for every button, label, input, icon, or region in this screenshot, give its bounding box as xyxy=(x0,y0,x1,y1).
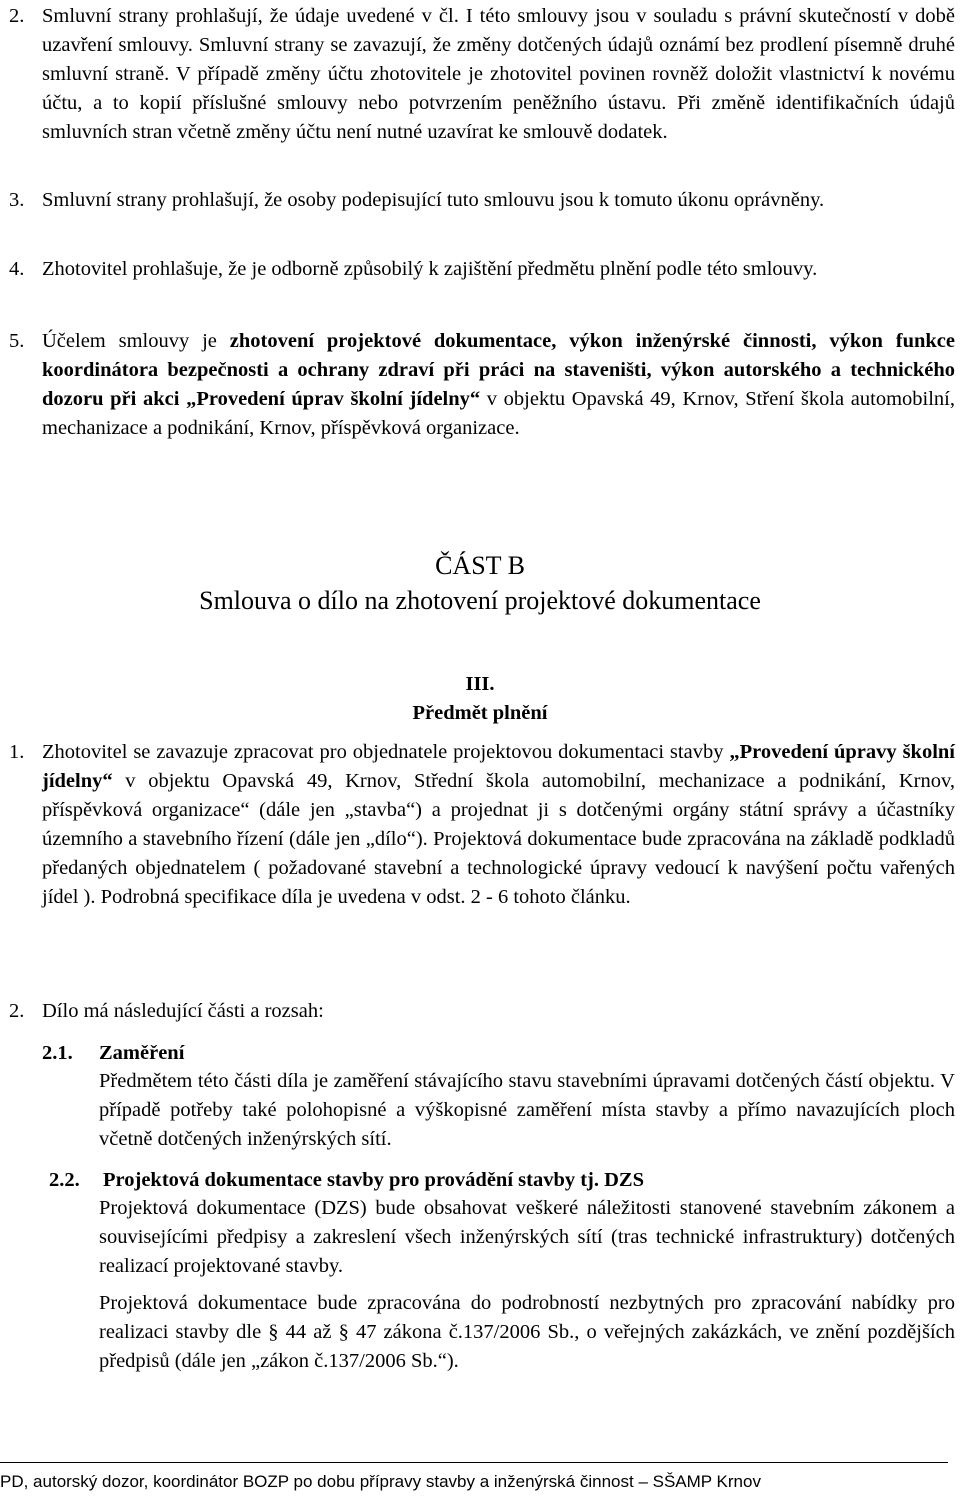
s22-number: 2.2. xyxy=(49,1169,80,1191)
s22-title: Projektová dokumentace stavby pro provádění stavby tj. DZS xyxy=(103,1169,645,1191)
p1-pre: Zhotovitel se zavazuje zpracovat pro objednatele projektovou dokumentaci stavby xyxy=(42,741,730,763)
p2-text: Dílo má následující části a rozsah: xyxy=(42,1000,324,1022)
s21-title: Zaměření xyxy=(99,1042,185,1064)
p1-post: v objektu Opavská 49, Krnov, Střední škola automobilní, mechanizace a podnikání, Krnov, příspěvková organizace“ (dále jen „stavba“) a projednat ji s dotčenými orgány státní správy a účastníky územního a stavebního řízení (dále jen „dílo“). Projektová dokumentace bude zpracována na základě podkladů předaných objednatelem ( požadované stavební a technologické úpravy vedoucí k navýšení počtu vařených jídel ). Podrobná specifikace díla je uvedena v odst. 2 - 6 tohoto článku. xyxy=(42,770,955,908)
p1-number: 1. xyxy=(9,741,25,763)
p1-bold: „Provedení úpravy školní jídelny“ xyxy=(42,741,955,792)
s22-text-1: Projektová dokumentace (DZS) bude obsahovat veškeré náležitosti stanovené stavebním zákonem a souvisejícími předpisy a zakreslení všech inženýrských sítí (tras technické infrastruktury) dotčených realizací projektované stavby. xyxy=(99,1197,955,1277)
item-4-number: 4. xyxy=(9,258,25,280)
item-5-pre: Účelem smlouvy je xyxy=(42,330,230,352)
article-number: III. xyxy=(465,673,495,695)
s22-text-2: Projektová dokumentace bude zpracována do podrobností nezbytných pro zpracování nabídky pro realizaci stavby dle § 44 až § 47 zákona č.137/2006 Sb., o veřejných zakázkách, ve znění pozdějších předpisů (dále jen „zákon č.137/2006 Sb.“). xyxy=(99,1292,955,1372)
item-5-text xyxy=(42,327,955,443)
item-4-text: Zhotovitel prohlašuje, že je odborně způsobilý k zajištění předmětu plnění podle této smlouvy. xyxy=(42,258,818,280)
item-5-post: v objektu Opavská 49, Krnov, Stření škola automobilní, mechanizace a podnikání, Krnov, příspěvková organizace. xyxy=(42,388,955,439)
item-5-bold: zhotovení projektové dokumentace, výkon inženýrské činnosti, výkon funkce koordinátora bezpečnosti a ochrany zdraví při práci na staveništi, výkon autorského a technického dozoru při akci „Provedení úprav školní jídelny“ xyxy=(42,330,955,410)
footer-text: PD, autorský dozor, koordinátor BOZP po dobu přípravy stavby a inženýrská činnost – SŠAMP Krnov xyxy=(0,1472,761,1491)
part-subtitle: Smlouva o dílo na zhotovení projektové dokumentace xyxy=(199,586,761,615)
item-3-text: Smluvní strany prohlašují, že osoby podepisující tuto smlouvu jsou k tomuto úkonu oprávněny. xyxy=(42,189,825,211)
item-2-text: Smluvní strany prohlašují, že údaje uvedené v čl. I této smlouvy jsou v souladu s právní skutečností v době uzavření smlouvy. Smluvní strany se zavazují, že změny dotčených údajů oznámí bez prodlení písemně druhé smluvní straně. V případě změny účtu zhotovitele je zhotovitel povinen rovněž doložit vlastnictví k novému účtu, a to kopií příslušné smlouvy nebo potvrzením peněžního ústavu. Při změně identifikačních údajů smluvních stran včetně změny účtu není nutné uzavírat ke smlouvě dodatek. xyxy=(42,5,955,143)
item-3-number: 3. xyxy=(9,189,25,211)
item-2-number: 2. xyxy=(9,5,25,27)
article-title: Předmět plnění xyxy=(412,702,548,724)
s21-text: Předmětem této části díla je zaměření stávajícího stavu stavebními úpravami dotčených částí objektu. V případě potřeby také polohopisné a výškopisné zaměření místa stavby a přímo navazujících ploch včetně dotčených inženýrských sítí. xyxy=(99,1070,955,1150)
part-title: ČÁST B xyxy=(435,551,525,580)
footer-divider xyxy=(0,1462,948,1463)
p2-number: 2. xyxy=(9,1000,25,1022)
s21-number: 2.1. xyxy=(42,1042,73,1064)
item-5-number: 5. xyxy=(9,330,25,352)
p1-text xyxy=(42,738,955,912)
